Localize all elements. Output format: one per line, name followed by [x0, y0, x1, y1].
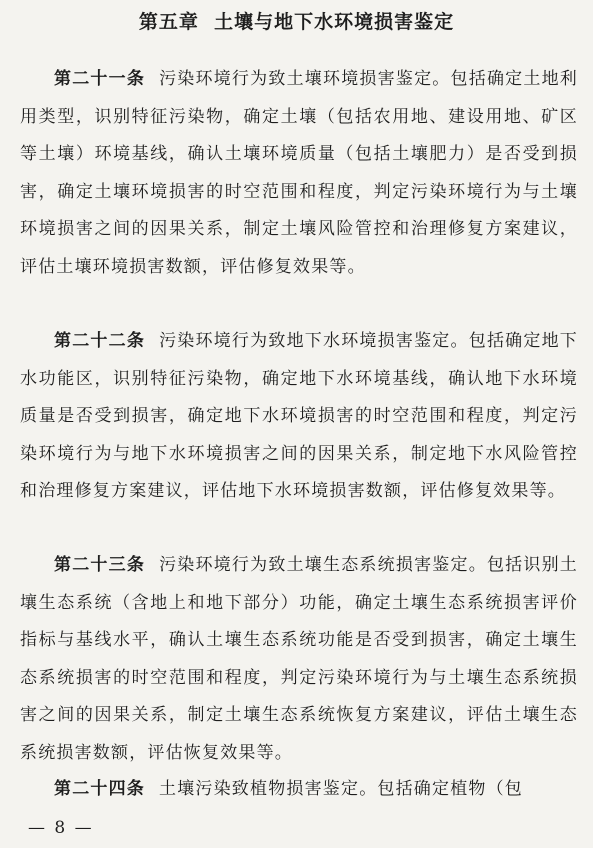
article-22-text: 污染环境行为致地下水环境损害鉴定。包括确定地下水功能区，识别特征污染物，确定地下水环境基线，确认地下水环境质量是否受到损害，确定地下水环境损害的时空范围和程度，判定污染环境行为与地下水环境损害之间的因果关系，制定地下水风险管控和治理修复方案建议，评估地下水环境损害数额，评估修复效果等。 [20, 331, 578, 501]
article-23 [20, 547, 578, 772]
article-24-text: 土壤污染致植物损害鉴定。包括确定植物（包 [159, 779, 523, 799]
article-22-number: 第二十二条 [54, 331, 146, 351]
page-number: — 8 — [28, 818, 94, 838]
article-24 [20, 771, 578, 809]
article-23-text: 污染环境行为致土壤生态系统损害鉴定。包括识别土壤生态系统（含地上和地下部分）功能，确定土壤生态系统损害评价指标与基线水平，确认土壤生态系统功能是否受到损害，确定土壤生态系统损害的时空范围和程度，判定污染环境行为与土壤生态系统损害之间的因果关系，制定土壤生态系统恢复方案建议，评估土壤生态系统损害数额，评估恢复效果等。 [20, 555, 578, 763]
article-23-number: 第二十三条 [54, 555, 146, 575]
article-21-number: 第二十一条 [54, 69, 146, 89]
article-21 [20, 61, 578, 286]
article-24-number: 第二十四条 [54, 779, 145, 799]
article-22 [20, 323, 578, 511]
article-21-text: 污染环境行为致土壤环境损害鉴定。包括确定土地利用类型，识别特征污染物，确定土壤（包括农用地、建设用地、矿区等土壤）环境基线，确认土壤环境质量（包括土壤肥力）是否受到损害，确定土壤环境损害的时空范围和程度，判定污染环境行为与土壤环境损害之间的因果关系，制定土壤风险管控和治理修复方案建议，评估土壤环境损害数额，评估修复效果等。 [20, 69, 578, 277]
chapter-title: 第五章 土壤与地下水环境损害鉴定 [138, 11, 455, 33]
